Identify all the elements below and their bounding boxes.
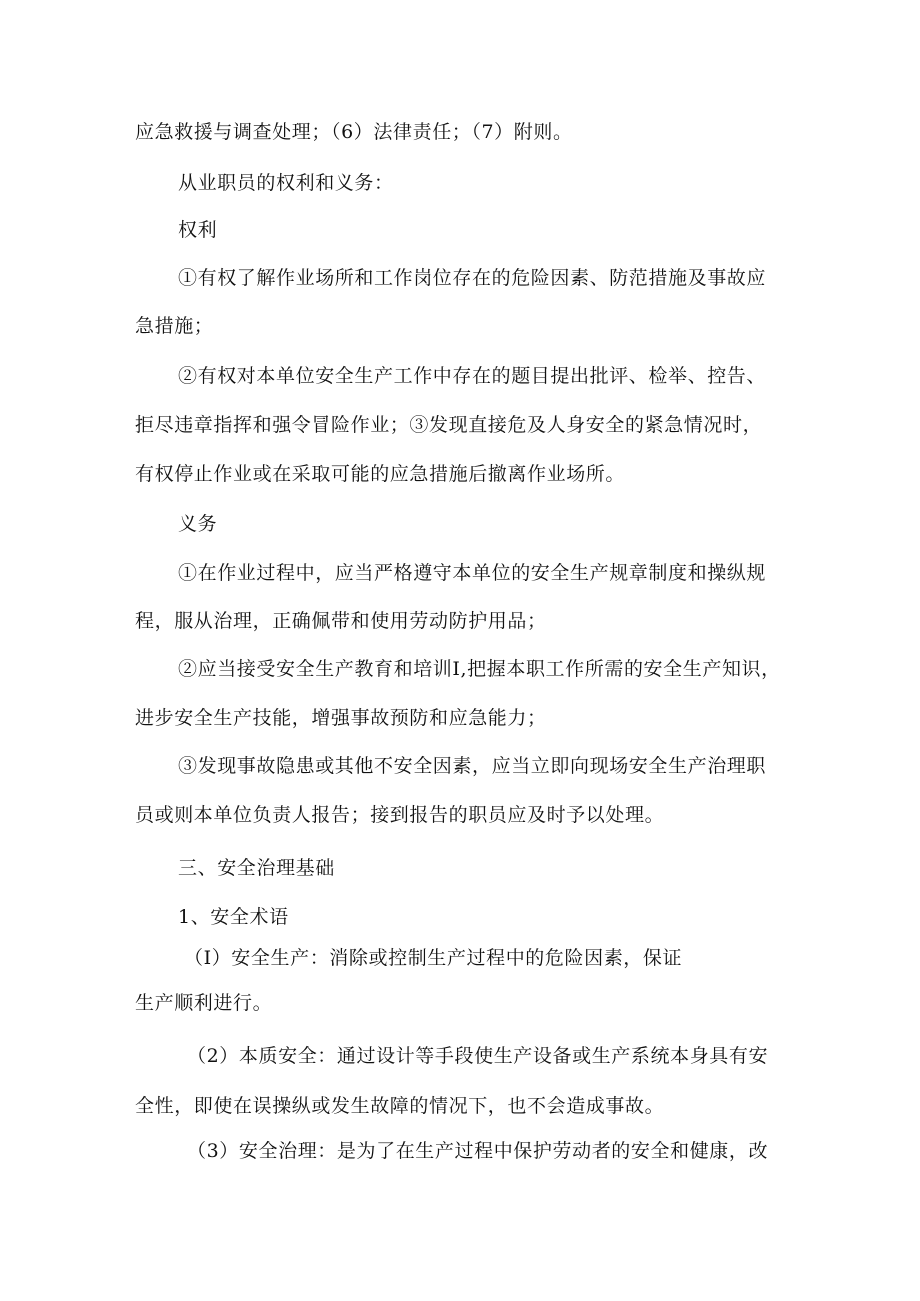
text-line: ①在作业过程中，应当严格遵守本单位的安全生产规章制度和操纵规 xyxy=(178,562,767,584)
text-line: 应急救援与调查处理；（6）法律责任；（7）附则。 xyxy=(135,121,573,143)
text-line: 拒尽违章指挥和强令冒险作业；③发现直接危及人身安全的紧急情况时， xyxy=(135,414,763,436)
text-line: 急措施； xyxy=(135,315,214,337)
text-line: 员或则本单位负责人报告；接到报告的职员应及时予以处理。 xyxy=(135,804,665,826)
text-line: ①有权了解作业场所和工作岗位存在的危险因素、防范措施及事故应 xyxy=(178,267,767,289)
section-heading: 1、安全术语 xyxy=(178,906,289,928)
section-heading: 三、安全治理基础 xyxy=(178,857,335,879)
text-line: ②应当接受安全生产教育和培训I,把握本职工作所需的安全生产知识， xyxy=(178,658,781,680)
section-heading: 义务 xyxy=(178,513,218,535)
section-heading: 权利 xyxy=(178,219,218,241)
text-line: ②有权对本单位安全生产工作中存在的题目提出批评、检举、控告、 xyxy=(178,365,767,387)
text-line: 有权停止作业或在采取可能的应急措施后撤离作业场所。 xyxy=(135,463,626,485)
text-line: （I）安全生产：消除或控制生产过程中的危险因素，保证 xyxy=(184,947,683,969)
text-line: 从业职员的权利和义务： xyxy=(178,172,394,194)
text-line: 程，服从治理，正确佩带和使用劳动防护用品； xyxy=(135,610,547,632)
text-line: （3）安全治理：是为了在生产过程中保护劳动者的安全和健康，改 xyxy=(187,1140,769,1162)
text-line: 全性，即使在误操纵或发生故障的情况下，也不会造成事故。 xyxy=(135,1095,665,1117)
text-line: 进步安全生产技能，增强事故预防和应急能力； xyxy=(135,707,547,729)
text-line: ③发现事故隐患或其他不安全因素，应当立即向现场安全生产治理职 xyxy=(178,755,767,777)
text-line: 生产顺利进行。 xyxy=(135,992,273,1014)
text-line: （2）本质安全：通过设计等手段使生产设备或生产系统本身具有安 xyxy=(187,1045,769,1067)
